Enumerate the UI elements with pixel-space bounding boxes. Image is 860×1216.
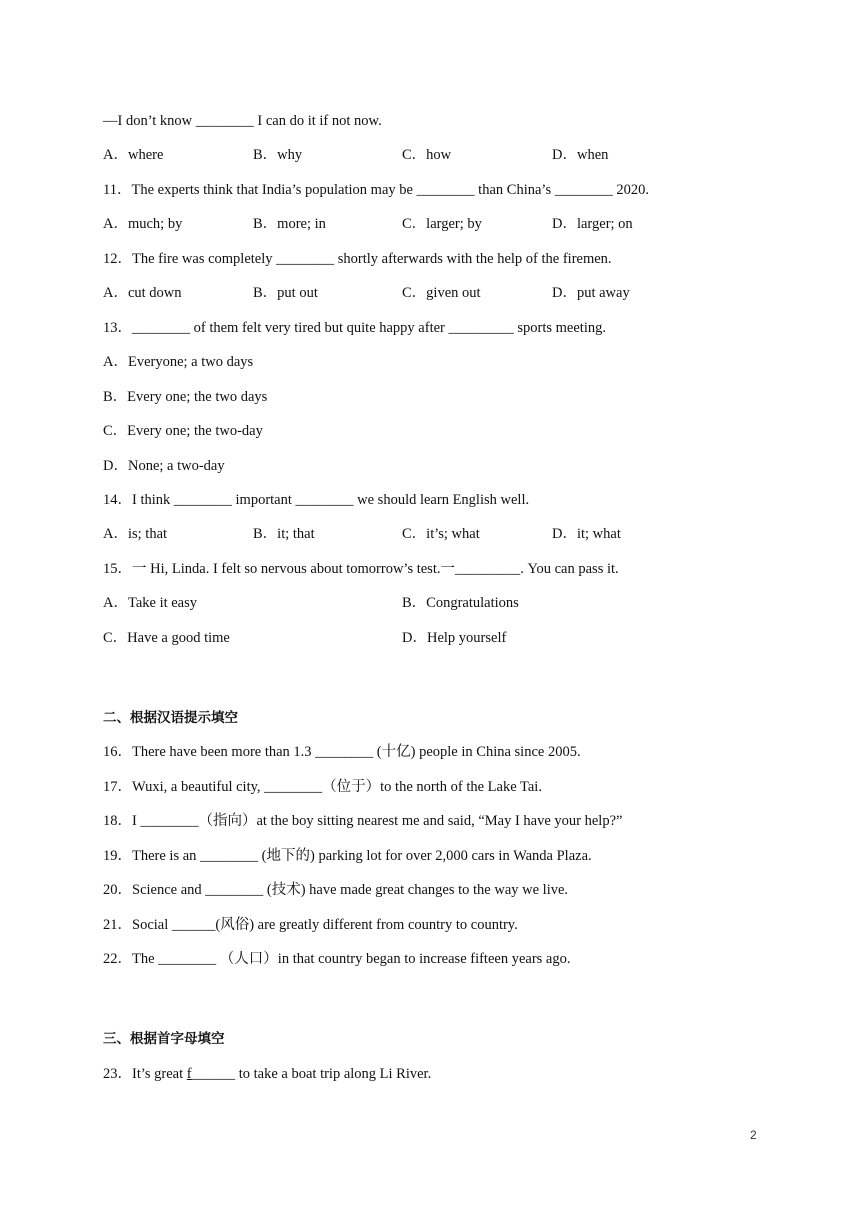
q12-option-d: D．put away (552, 285, 630, 301)
q23-text (103, 1065, 431, 1083)
q15-option-b: B．Congratulations (402, 595, 519, 611)
q12-option-b: B．put out (253, 285, 318, 301)
q22-text: 22．The ________ （人口）in that country began to increase fifteen years ago. (103, 951, 571, 967)
q16-text: 16．There have been more than 1.3 ________ (十亿) people in China since 2005. (103, 744, 581, 760)
q14-text: 14．I think ________ important ________ we should learn English well. (103, 492, 530, 508)
q12-option-a: A．cut down (103, 285, 182, 301)
q11-option-c: C．larger; by (402, 216, 482, 232)
q23-first-letter: f (186, 1066, 192, 1082)
q19-text: 19．There is an ________ (地下的) parking lot for over 2,000 cars in Wanda Plaza. (103, 848, 592, 864)
q11-option-b: B．more; in (253, 216, 326, 232)
q11-option-d: D．larger; on (552, 216, 633, 232)
q18-text: 18．I ________（指向）at the boy sitting nearest me and said, “May I have your help?” (103, 813, 623, 829)
q14-option-c: C．it’s; what (402, 526, 480, 542)
q23-prefix: 23．It’s great (103, 1066, 187, 1082)
q15-option-d: D．Help yourself (402, 630, 507, 646)
section3-heading: 三、根据首字母填空 (103, 1031, 225, 1047)
q12-text: 12．The fire was completely ________ shortly afterwards with the help of the firemen. (103, 251, 612, 267)
q13-option-b: B．Every one; the two days (103, 389, 268, 405)
section2-heading: 二、根据汉语提示填空 (103, 710, 238, 726)
q17-text: 17．Wuxi, a beautiful city, ________（位于）to the north of the Lake Tai. (103, 779, 542, 795)
q23-suffix: ______ to take a boat trip along Li River. (191, 1066, 432, 1082)
q13-option-c: C．Every one; the two-day (103, 423, 263, 439)
q15-text: 15．一 Hi, Linda. I felt so nervous about tomorrow’s test.一_________. You can pass it. (103, 561, 619, 577)
q10-continuation: —I don’t know ________ I can do it if not now. (103, 113, 382, 129)
q15-option-a: A．Take it easy (103, 595, 198, 611)
q13-text: 13．________ of them felt very tired but quite happy after _________ sports meeting. (103, 320, 606, 336)
q10-option-b: B．why (253, 147, 303, 163)
q10-option-a: A．where (103, 147, 164, 163)
q14-option-d: D．it; what (552, 526, 621, 542)
q13-option-a: A．Everyone; a two days (103, 354, 254, 370)
q10-option-d: D．when (552, 147, 609, 163)
q13-option-d: D．None; a two-day (103, 458, 225, 474)
q11-option-a: A．much; by (103, 216, 183, 232)
q14-option-a: A．is; that (103, 526, 168, 542)
q12-option-c: C．given out (402, 285, 481, 301)
q10-option-c: C．how (402, 147, 452, 163)
q21-text: 21．Social ______(风俗) are greatly different from country to country. (103, 917, 518, 933)
q15-option-c: C．Have a good time (103, 630, 230, 646)
page-number: 2 (750, 1128, 757, 1142)
q14-option-b: B．it; that (253, 526, 315, 542)
q20-text: 20．Science and ________ (技术) have made great changes to the way we live. (103, 882, 569, 898)
q11-text: 11．The experts think that India’s population may be ________ than China’s ________ 2020. (103, 182, 649, 198)
